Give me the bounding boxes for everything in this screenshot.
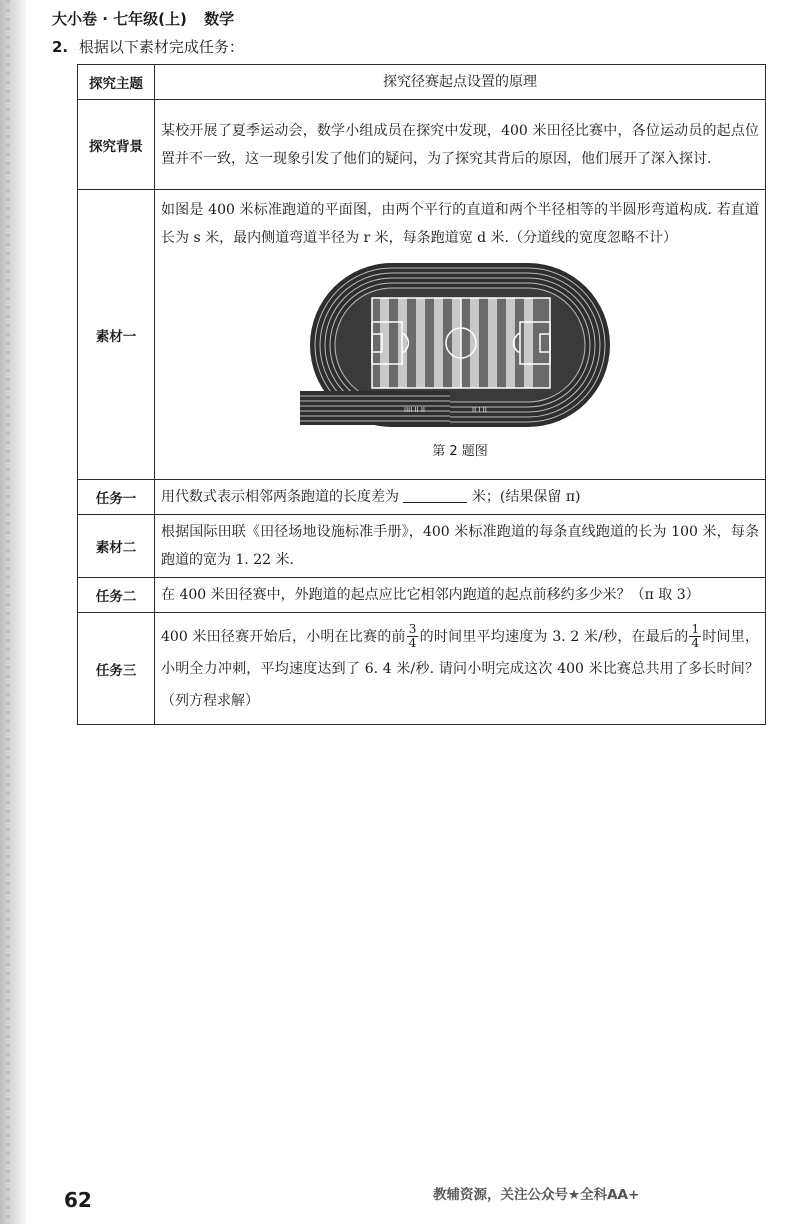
table-row-task3	[78, 613, 766, 725]
task3-part3: 时间里，小明全力冲刺，平均速度达到了 6. 4 米/秒. 请问小明完成这次 400 米比赛总共用了多长时间？（列方程求解）	[161, 628, 759, 709]
running-track-diagram	[300, 260, 620, 430]
task3-part2: 的时间里平均速度为 3. 2 米/秒，在最后的	[419, 628, 689, 645]
table-row-task1	[78, 480, 766, 515]
fraction-one-quarter	[689, 623, 701, 650]
table-row-material1	[78, 190, 766, 480]
fraction-denominator: 4	[408, 636, 417, 650]
background-label: 探究背景	[78, 100, 155, 190]
table-row-material2	[78, 515, 766, 578]
question-number: 2.	[52, 38, 69, 56]
answer-blank[interactable]	[403, 486, 467, 503]
material2-label: 素材二	[78, 515, 155, 578]
task3-label: 任务三	[78, 613, 155, 725]
task2-label: 任务二	[78, 578, 155, 613]
background-text: 某校开展了夏季运动会，数学小组成员在探究中发现，400 米田径比赛中，各位运动员的起点位置并不一致，这一现象引发了他们的疑问，为了探究其背后的原因，他们展开了深入探讨.	[155, 100, 766, 190]
fraction-three-quarters	[407, 623, 419, 650]
task1-cell	[155, 480, 766, 515]
task3-part1: 400 米田径赛开始后，小明在比赛的前	[161, 628, 406, 645]
track-figure	[161, 260, 759, 440]
table-row-theme	[78, 65, 766, 100]
task1-text-before: 用代数式表示相邻两条跑道的长度差为	[161, 489, 399, 505]
figure-caption: 第 2 题图	[432, 444, 488, 459]
book-spine-shadow	[0, 0, 26, 1224]
table-row-task2	[78, 578, 766, 613]
question-prompt: 根据以下素材完成任务：	[78, 38, 244, 56]
question-stem	[52, 36, 244, 57]
task3-cell	[155, 613, 766, 725]
fraction-numerator: 3	[408, 622, 417, 636]
theme-text: 探究径赛起点设置的原理	[155, 65, 766, 100]
fraction-numerator: 1	[691, 622, 700, 636]
task1-label: 任务一	[78, 480, 155, 515]
task2-text: 在 400 米田径赛中，外跑道的起点应比它相邻内跑道的起点前移约多少米？（π 取 3）	[155, 578, 766, 613]
task-table	[77, 64, 766, 725]
material2-text: 根据国际田联《田径场地设施标准手册》，400 米标准跑道的每条直线跑道的长为 100 米，每条跑道的宽为 1. 22 米.	[155, 515, 766, 578]
material1-text: 如图是 400 米标准跑道的平面图，由两个平行的直道和两个半径相等的半圆形弯道构成. 若直道长为 s 米，最内侧道弯道半径为 r 米，每条跑道宽 d 米.（分道线的宽度忽略不计）	[161, 202, 759, 246]
svg-text:IIII II II: IIII II II	[404, 406, 425, 414]
fraction-denominator: 4	[691, 636, 700, 650]
page-number: 62	[64, 1188, 92, 1212]
table-row-background	[78, 100, 766, 190]
svg-text:II I II: II I II	[472, 406, 487, 414]
material1-cell	[155, 190, 766, 480]
subject-title: 数学	[204, 10, 235, 28]
watermark-text: 教辅资源，关注公众号★全科AA+	[433, 1187, 640, 1203]
material1-label: 素材一	[78, 190, 155, 480]
book-title: 大小卷 · 七年级(上)	[52, 10, 187, 28]
theme-label: 探究主题	[78, 65, 155, 100]
task1-text-after: 米；(结果保留 π)	[471, 489, 581, 505]
page-header	[52, 8, 234, 29]
